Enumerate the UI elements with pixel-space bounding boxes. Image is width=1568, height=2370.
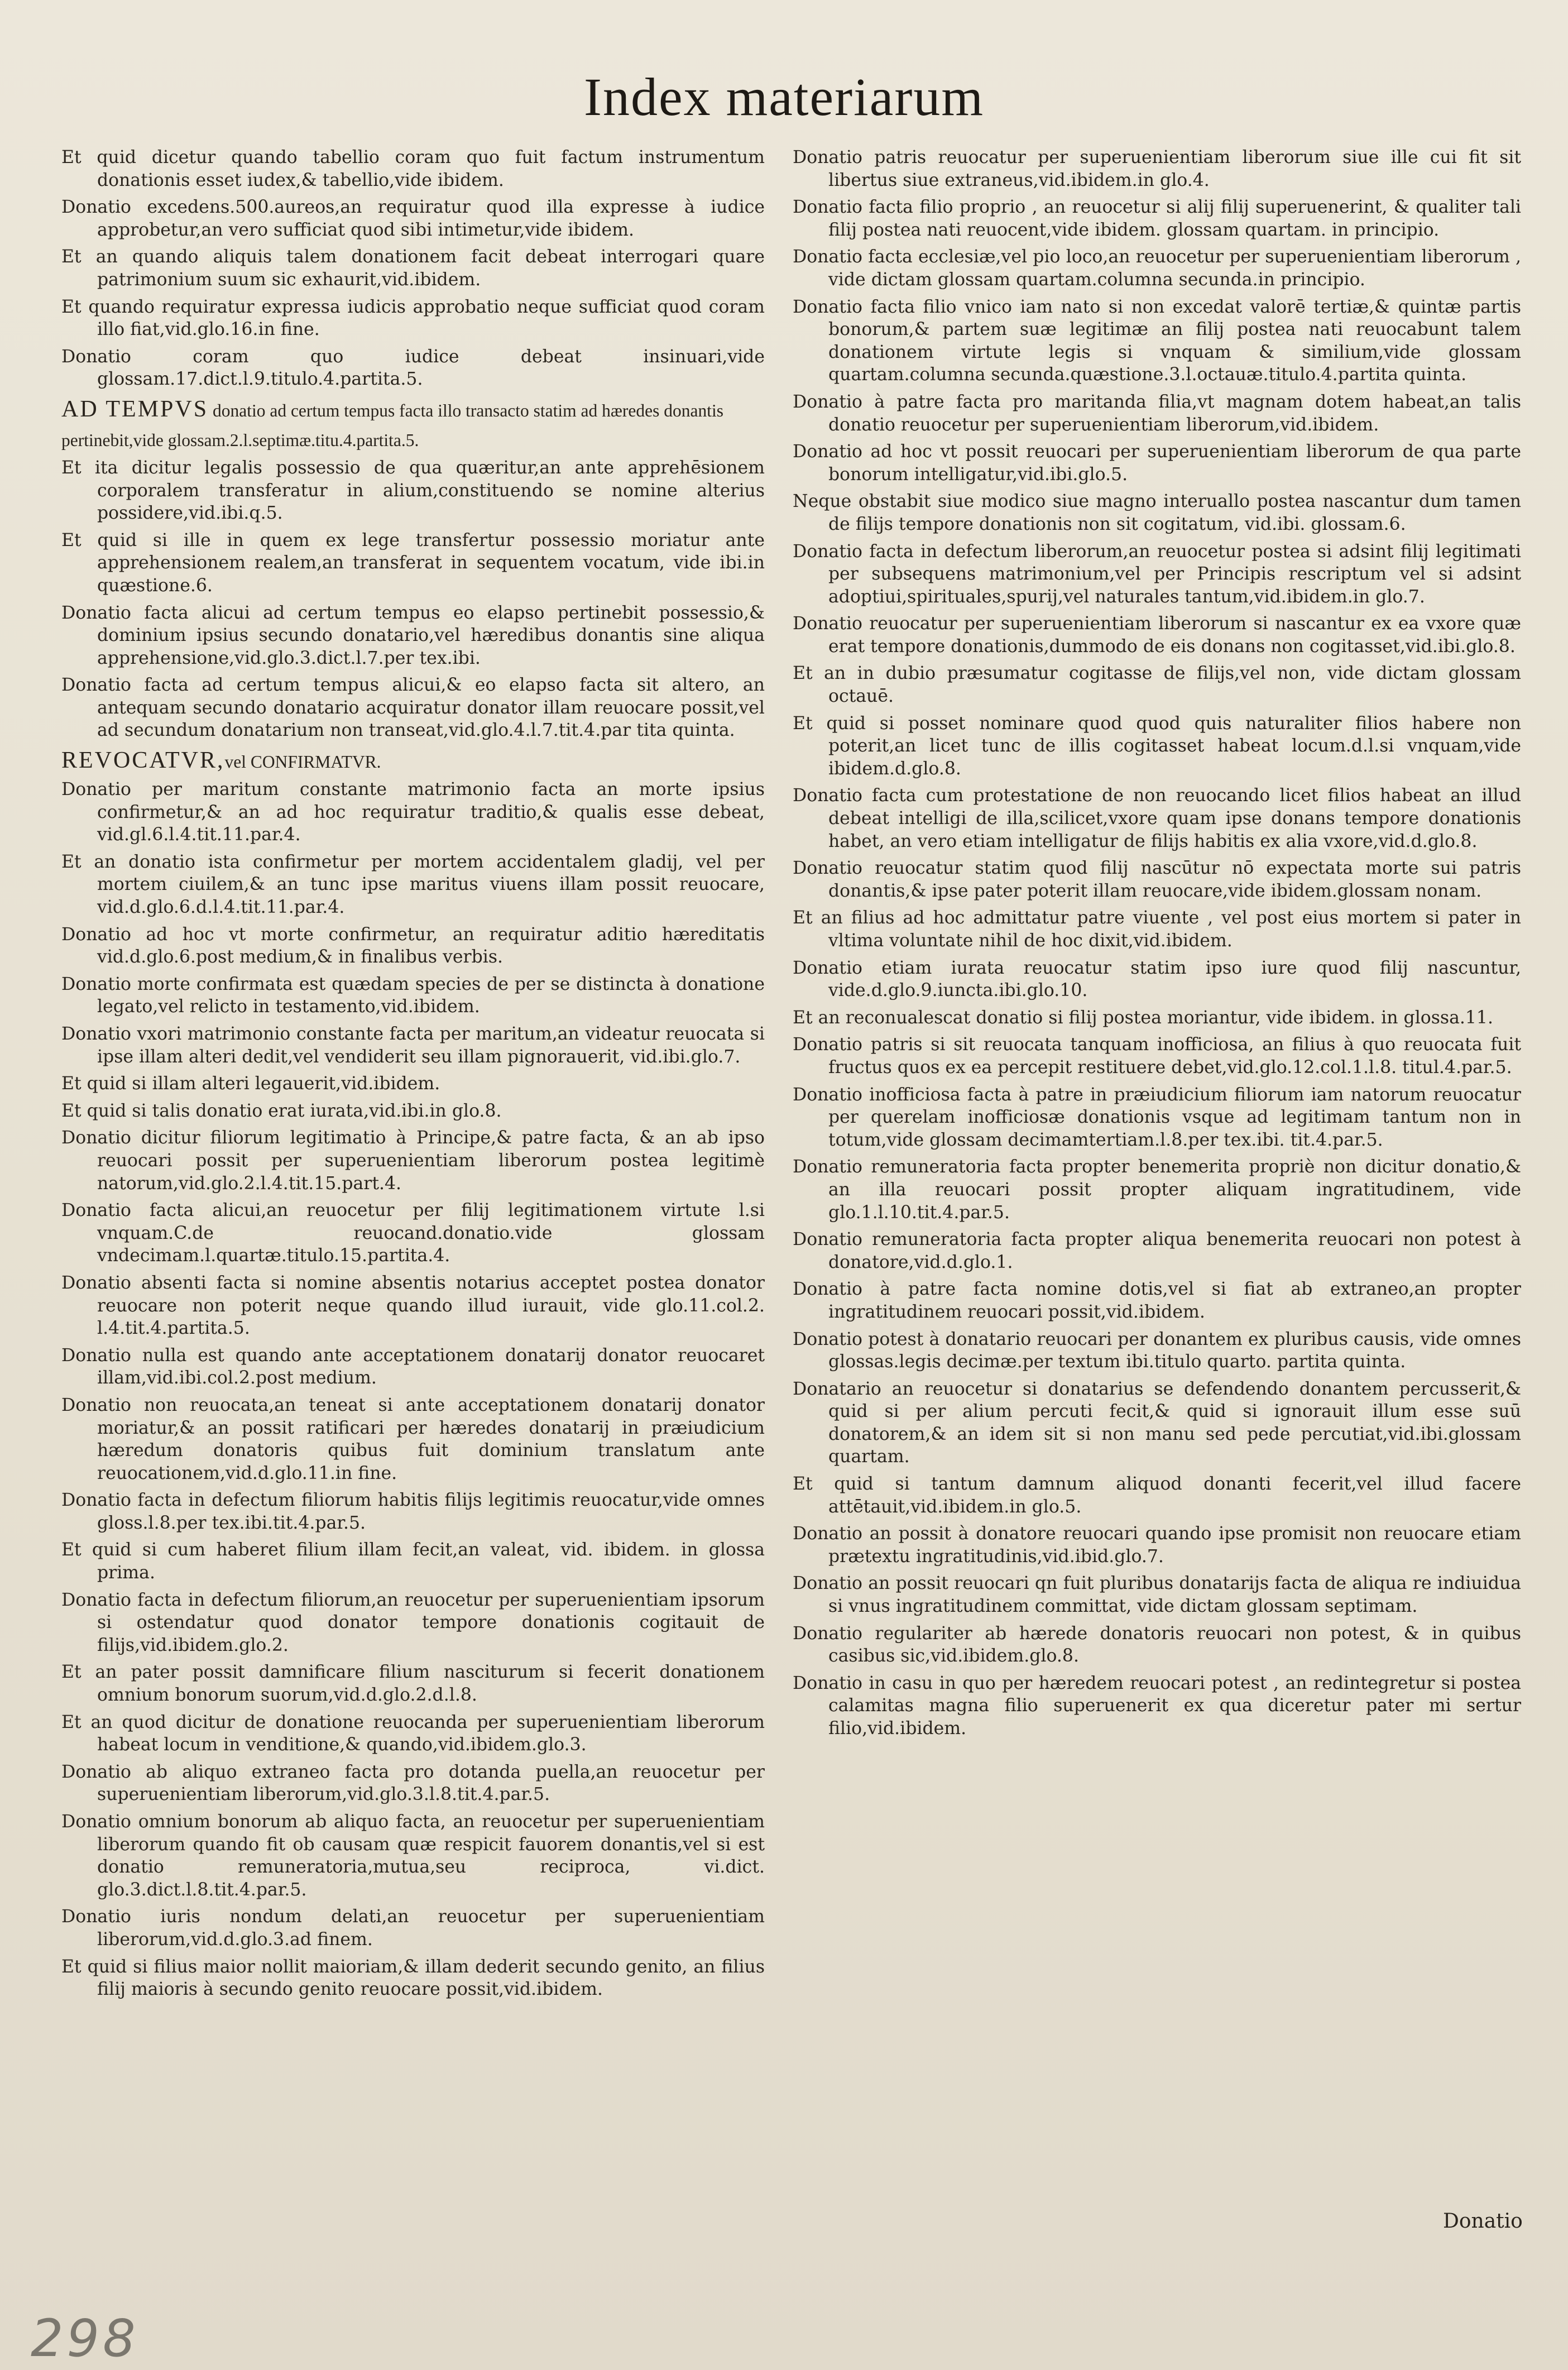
index-entry: Donatio an possit reuocari qn fuit pluribus donatarijs facta de aliqua re indiuidua si vnus ingratitudinem committat, vide dictam glossam septimam. [793,1573,1521,1617]
index-entry: Donatio coram quo iudice debeat insinuari,vide glossam.17.dict.l.9.titulo.4.partita.5. [61,346,765,390]
index-entry: Donatio an possit à donatore reuocari quando ipse promisit non reuocare etiam prætextu ingratitudinis,vid.ibid.glo.7. [793,1524,1521,1567]
index-entry: Donatio ad hoc vt possit reuocari per superuenientiam liberorum de qua parte bonorum intelligatur,vid.ibi.glo.5. [793,442,1521,485]
index-entry: Donatio facta filio proprio , an reuocetur si alij filij superuenerint, & qualiter tali filij postea nati reuocent,vide ibidem. glossam quartam. in principio. [793,197,1521,240]
index-entry: Et quid si posset nominare quod quod quis naturaliter filios habere non poterit,an licet tunc de illis cogitasset habeat locum.d.l.si vnquam,vide ibidem.d.glo.8. [793,713,1521,779]
index-entry: Et an filius ad hoc admittatur patre viuente , vel post eius mortem si pater in vltima voluntate nihil de hoc dixit,vid.ibidem. [793,908,1521,951]
index-entry: Et an quando aliquis talem donationem facit debeat interrogari quare patrimonium suum sic exhaurit,vid.ibidem. [61,247,765,290]
index-entry: Donatio reuocatur per superuenientiam liberorum si nascantur ex ea vxore quæ erat tempore donationis,dummodo de eis donans non cogitasset,vid.ibi.glo.8. [793,614,1521,657]
catchword: Donatio [1443,2210,1523,2233]
index-entry: Donatio regulariter ab hærede donatoris reuocari non potest, & in quibus casibus sic,vid.ibidem.glo.8. [793,1623,1521,1667]
index-entry: Et ita dicitur legalis possessio de qua quæritur,an ante apprehēsionem corporalem transferatur in alium,constituendo se nomine alterius possidere,vid.ibi.q.5. [61,457,765,524]
index-entry: Donatio facta in defectum filiorum,an reuocetur per superuenientiam ipsorum si ostendatur quod donator tempore donationis cogitauit de filijs,vid.ibidem.glo.2. [61,1589,765,1655]
index-entry: Donatio facta alicui ad certum tempus eo elapso pertinebit possessio,& dominium ipsius secundo donatario,vel hæredibus donantis sine aliqua apprehensione,vid.glo.3.dict.l.7.per tex.ibi. [61,602,765,668]
index-entry: Et quid si talis donatio erat iurata,vid.ibi.in glo.8. [61,1100,502,1121]
index-entry: Et an pater possit damnificare filium nasciturum si fecerit donationem omnium bonorum suorum,vid.d.glo.2.d.l.8. [61,1662,765,1706]
index-entry: Donatio in casu in quo per hæredem reuocari potest , an redintegretur si postea calamitas magna filio superuenerit ex qua diceretur pater mi sertur filio,vid.ibidem. [793,1673,1521,1739]
index-entry: Et an donatio ista confirmetur per mortem accidentalem gladij, vel per mortem ciuilem,& an tunc ipse maritus viuens illam possit reuocare, vid.d.glo.6.d.l.4.tit.11.par.4. [61,851,765,918]
index-entry: Donatio excedens.500.aureos,an requiratur quod illa expresse à iudice approbetur,an vero sufficiat quod sibi intimetur,vide ibidem. [61,197,765,240]
index-entry: Donatio etiam iurata reuocatur statim ipso iure quod filij nascuntur, vide.d.glo.9.iuncta.ibi.glo.10. [793,957,1521,1001]
section-heading-word: REVOCATVR, [61,748,225,774]
index-entry: Et quid dicetur quando tabellio coram quo fuit factum instrumentum donationis esset iudex,& tabellio,vide ibidem. [61,147,765,190]
index-entry: Et an quod dicitur de donatione reuocanda per superuenientiam liberorum habeat locum in venditione,& quando,vid.ibidem.glo.3. [61,1712,765,1755]
index-entry: Donatio inofficiosa facta à patre in præiudicium filiorum iam natorum reuocatur per querelam inofficiosæ donationis vsque ad legitimam tantum non in totum,vide glossam decimamtertiam.l.8.per tex.ibi. tit.4.par.5. [793,1084,1521,1150]
index-entry: Donatio ad hoc vt morte confirmetur, an requiratur aditio hæreditatis vid.d.glo.6.post medium,& in finalibus verbis. [61,924,765,968]
index-entry: Donatio patris si sit reuocata tanquam inofficiosa, an filius à quo reuocata fuit fructus quos ex ea percepit restituere debet,vid.glo.12.col.1.l.8. titul.4.par.5. [793,1035,1521,1078]
section-heading-text: donatio ad certum tempus facta illo transacto statim ad hæredes donantis pertinebit,vide glossam.2.l.septimæ.titu.4.partita.5. [61,400,723,450]
index-entry: Donatio facta cum protestatione de non reuocando licet filios habeat an illud debeat intelligi de illa,scilicet,vxore quam ipse donans tempore donationis habet, an vero etiam intelligatur de filijs habitis ex alia vxore,vid.d.glo.8. [793,786,1521,851]
index-entry: Et an in dubio præsumatur cogitasse de filijs,vel non, vide dictam glossam octauē. [793,663,1521,707]
index-entry: Donatio à patre facta pro maritanda filia,vt magnam dotem habeat,an talis donatio reuocetur per superuenientiam liberorum,vid.ibidem. [793,391,1521,435]
index-entry: Et quid si cum haberet filium illam fecit,an valeat, vid. ibidem. in glossa prima. [61,1540,765,1583]
index-entry: Donatio vxori matrimonio constante facta per maritum,an videatur reuocata si ipse illam alteri dedit,vel vendiderit seu illam pignorauerit, vid.ibi.glo.7. [61,1024,765,1067]
index-entry: Donatio facta ad certum tempus alicui,& eo elapso facta sit altero, an antequam secundo donatario acquiratur donator illam reuocare possit,vel ad secundum donatarium non transeat,vid.glo.4.l.7.tit.4.par tita quinta. [61,675,765,741]
index-entry: Donatio iuris nondum delati,an reuocetur per superuenientiam liberorum,vid.d.glo.3.ad finem. [61,1907,765,1950]
index-entry: Donatio remuneratoria facta propter aliqua benemerita reuocari non potest à donatore,vid.d.glo.1. [793,1229,1521,1272]
index-entry: Donatio reuocatur statim quod filij nascūtur nō expectata morte sui patris donantis,& ipse pater poterit illam reuocare,vide ibidem.glossam nonam. [793,858,1521,901]
index-entry: Et quid si filius maior nollit maioriam,& illam dederit secundo genito, an filius filij maioris à secundo genito reuocare possit,vid.ibidem. [61,1956,765,2000]
right-index-column [793,146,1521,1745]
index-entry: Donatio facta in defectum filiorum habitis filijs legitimis reuocatur,vide omnes gloss.l.8.per tex.ibi.tit.4.par.5. [61,1490,765,1533]
section-heading [61,395,765,454]
index-entry: Donatio facta in defectum liberorum,an reuocetur postea si adsint filij legitimati per subsequens matrimonium,vel per Principis rescriptum vel si adsint adoptiui,spirituales,spurij,vel naturales tantum,vid.ibidem.in glo.7. [793,541,1521,607]
index-entry: Donatario an reuocetur si donatarius se defendendo donantem percusserit,& quid si per alium percuti fecit,& quid si ignorauit illum esse suū donatorem,& an idem sit si non manu sed pede percutiat,vid.ibi.glossam quartam. [793,1378,1521,1467]
page-title: Index materiarum [583,67,985,127]
index-entry: Donatio dicitur filiorum legitimatio à Principe,& patre facta, & an ab ipso reuocari possit per superuenientiam liberorum postea legitimè natorum,vid.glo.2.l.4.tit.15.part.4. [61,1128,765,1194]
index-entry: Donatio nulla est quando ante acceptationem donatarij donator reuocaret illam,vid.ibi.col.2.post medium. [61,1345,765,1389]
left-index-column [61,146,765,2005]
index-entry: Donatio facta filio vnico iam nato si non excedat valorē tertiæ,& quintæ partis bonorum,& partem suæ legitimæ an filij postea nati reuocabunt talem donationem virtute legis si vnquam & similium,vide glossam quartam.columna secunda.quæstione.3.l.octauæ.titulo.4.partita quinta. [793,296,1521,385]
index-entry: Et quid si illam alteri legauerit,vid.ibidem. [61,1074,440,1094]
section-heading [61,746,765,776]
index-entry: Donatio facta ecclesiæ,vel pio loco,an reuocetur per superuenientiam liberorum , vide dictam glossam quartam.columna secunda.in principio. [793,247,1521,290]
index-entry: Donatio per maritum constante matrimonio facta an morte ipsius confirmetur,& an ad hoc requiratur traditio,& qualis esse debeat, vid.gl.6.l.4.tit.11.par.4. [61,779,765,845]
index-entry: Donatio ab aliquo extraneo facta pro dotanda puella,an reuocetur per superuenientiam liberorum,vid.glo.3.l.8.tit.4.par.5. [61,1761,765,1805]
index-entry: Donatio non reuocata,an teneat si ante acceptationem donatarij donator moriatur,& an possit ratificari per hæredes donatarij in præiudicium hæredum donatoris quibus fuit dominium translatum ante reuocationem,vid.d.glo.11.in fine. [61,1395,765,1483]
index-entry: Donatio remuneratoria facta propter benemerita propriè non dicitur donatio,& an illa reuocari possit propter aliquam ingratitudinem, vide glo.1.l.10.tit.4.par.5. [793,1157,1521,1223]
index-entry: Et quid si ille in quem ex lege transfertur possessio moriatur ante apprehensionem realem,an transferat in sequentem vocatum, vide ibi.in quæstione.6. [61,530,765,596]
index-entry: Et an reconualescat donatio si filij postea moriantur, vide ibidem. in glossa.11. [793,1007,1493,1028]
index-entry: Donatio patris reuocatur per superuenientiam liberorum siue ille cui fit sit libertus siue extraneus,vid.ibidem.in glo.4. [793,147,1521,190]
folio-number: 298 [31,2309,139,2368]
index-entry: Donatio facta alicui,an reuocetur per filij legitimationem virtute l.si vnquam.C.de reuocand.donatio.vide glossam vndecimam.l.quartæ.titulo.15.partita.4. [61,1200,765,1266]
index-entry: Neque obstabit siue modico siue magno interuallo postea nascantur dum tamen de filijs tempore donationis non sit cogitatum, vid.ibi. glossam.6. [793,491,1521,534]
section-heading-word: AD TEMPVS [61,396,209,422]
index-entry: Donatio absenti facta si nomine absentis notarius acceptet postea donator reuocare non poterit neque quando illud iurauit, vide glo.11.col.2. l.4.tit.4.partita.5. [61,1272,765,1339]
index-entry: Donatio morte confirmata est quædam species de per se distincta à donatione legato,vel relicto in testamento,vid.ibidem. [61,974,765,1017]
index-entry: Donatio omnium bonorum ab aliquo facta, an reuocetur per superuenientiam liberorum quando fit ob causam quæ respicit fauorem donantis,vel si est donatio remuneratoria,mutua,seu reciproca, vi.dict. glo.3.dict.l.8.tit.4.par.5. [61,1812,765,1900]
index-entry: Et quando requiratur expressa iudicis approbatio neque sufficiat quod coram illo fiat,vid.glo.16.in fine. [61,296,765,340]
index-entry: Et quid si tantum damnum aliquod donanti fecerit,vel illud facere attētauit,vid.ibidem.in glo.5. [793,1474,1521,1517]
index-entry: Donatio à patre facta nomine dotis,vel si fiat ab extraneo,an propter ingratitudinem reuocari possit,vid.ibidem. [793,1279,1521,1322]
index-entry: Donatio potest à donatario reuocari per donantem ex pluribus causis, vide omnes glossas.legis decimæ.per textum ibi.titulo quarto. partita quinta. [793,1329,1521,1372]
section-heading-text: vel CONFIRMATVR. [224,752,381,772]
